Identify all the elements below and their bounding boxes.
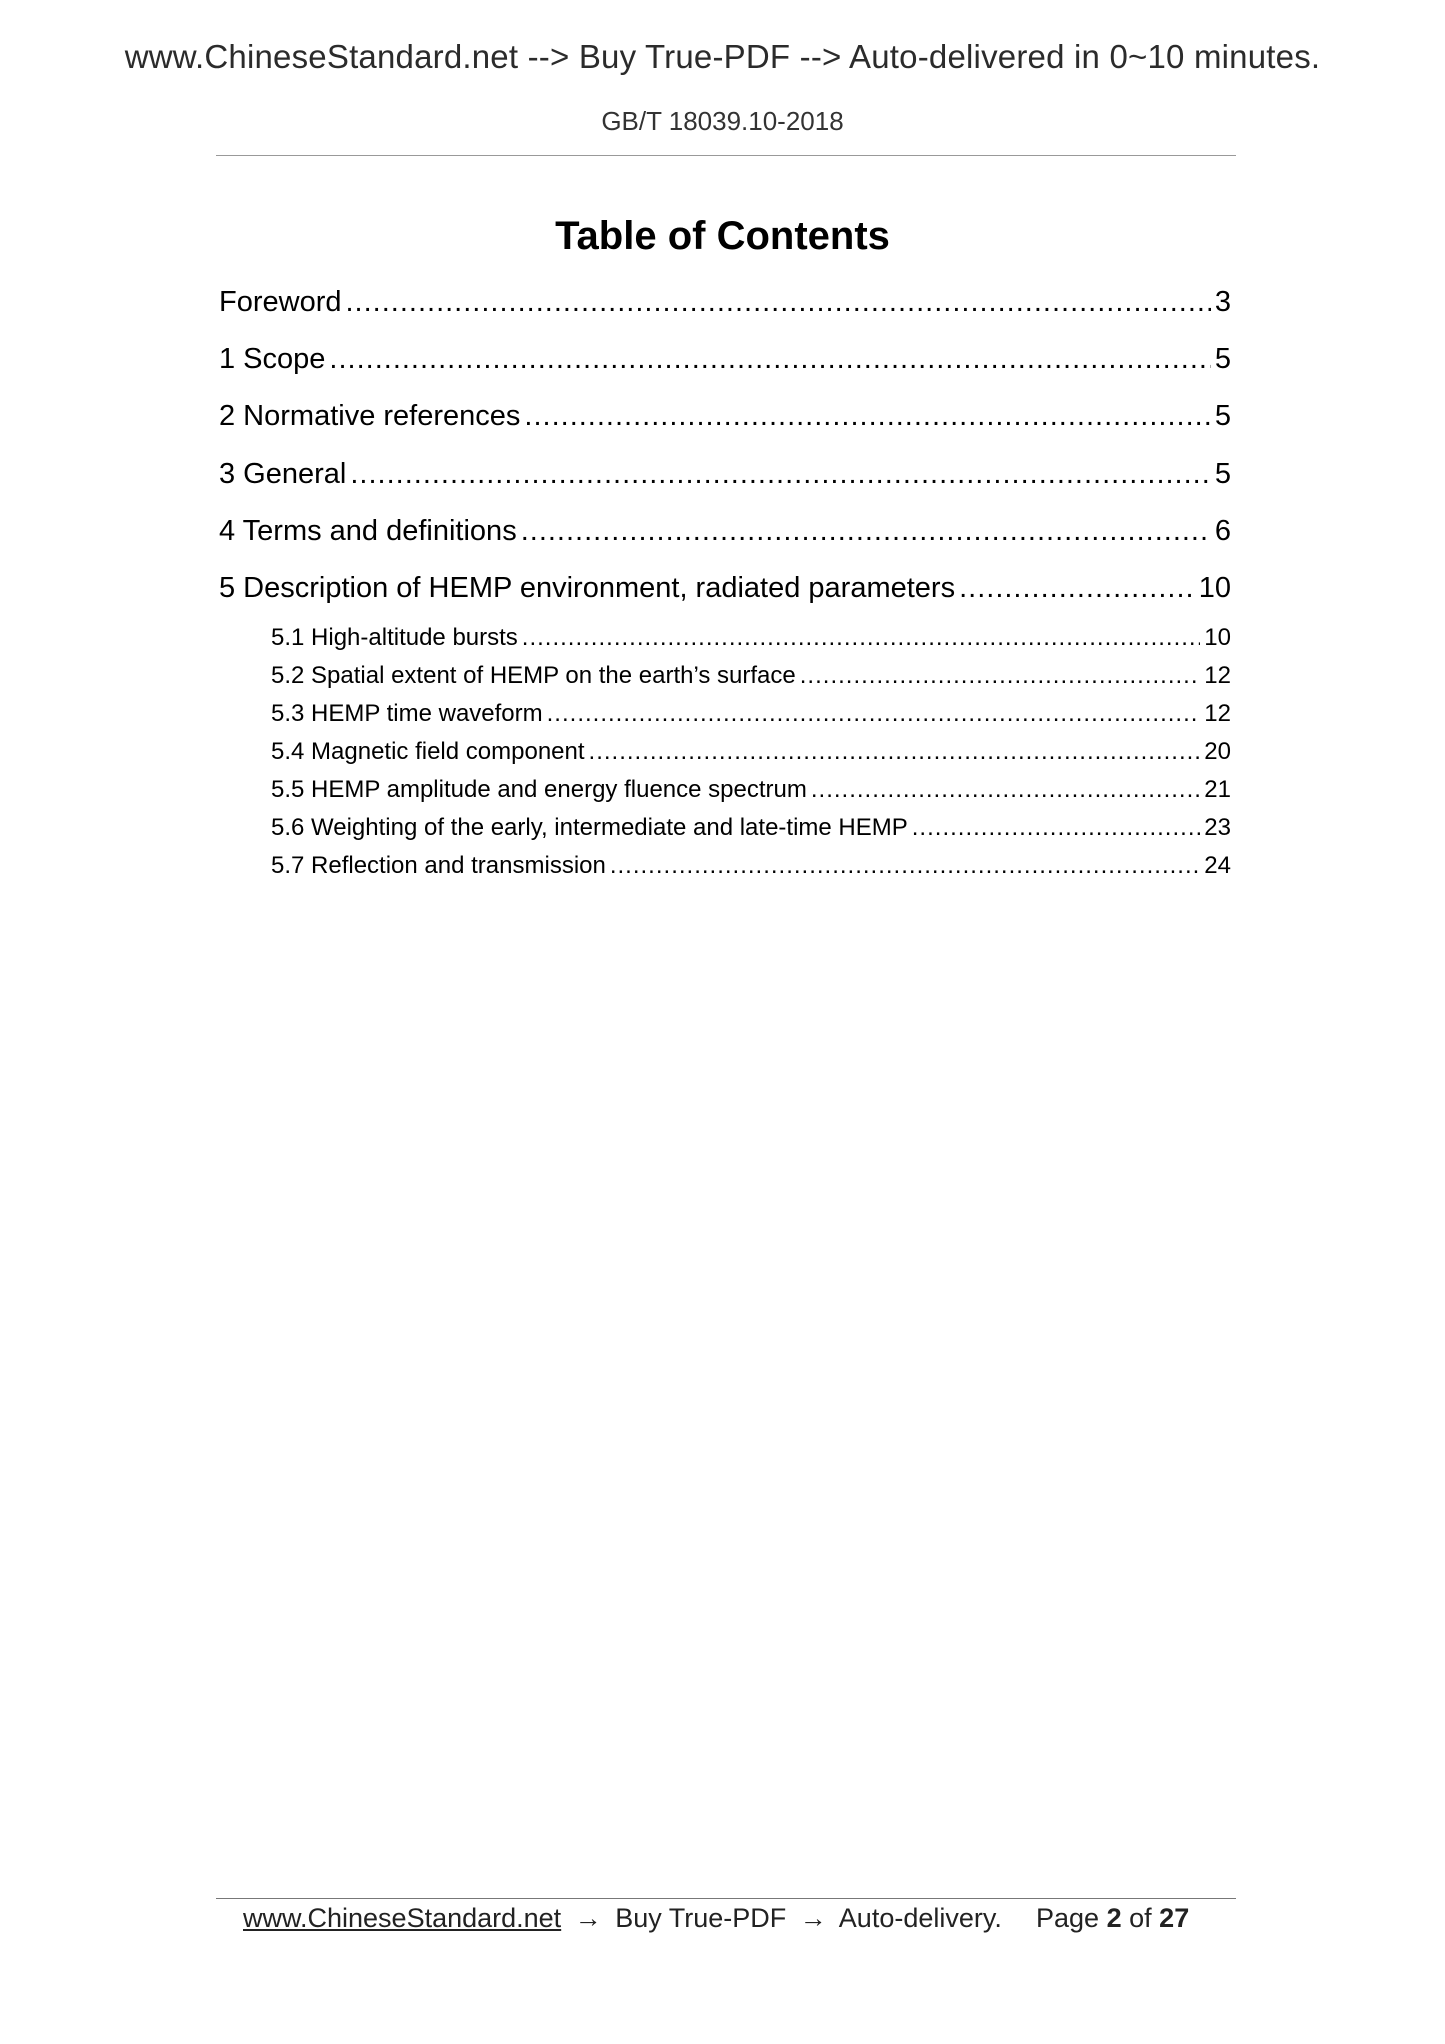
toc-entry-page: 12 [1204,662,1231,689]
toc-title: Table of Contents [555,214,890,258]
standard-number: GB/T 18039.10-2018 [601,106,844,136]
footer-divider [216,1898,1236,1899]
toc-entry-page: 23 [1204,814,1231,841]
toc-subentry-5-5[interactable] [271,776,1231,804]
toc-subentry-5-7[interactable] [271,852,1231,880]
toc-subentry-5-3[interactable] [271,700,1231,728]
toc-entry-page: 3 [1214,286,1231,318]
top-banner: www.ChineseStandard.net --> Buy True-PDF --> Auto-delivered in 0~10 minutes. [124,38,1321,75]
arrow-right-icon: → [574,1903,602,1933]
toc-entry-label: 4 Terms and definitions [219,515,517,547]
toc-entry-page: 24 [1204,852,1231,879]
footer-website-link[interactable]: www.ChineseStandard.net [243,1903,562,1933]
toc-leader-dots [329,343,1210,376]
toc-subentry-5-1[interactable] [271,624,1231,652]
toc-leader-dots [346,286,1211,319]
toc-entry-normative-references[interactable] [219,400,1231,433]
of-label: of [1129,1903,1152,1933]
page-total: 27 [1159,1903,1190,1933]
toc-entry-page: 5 [1214,458,1231,490]
page-footer [243,1903,1213,1934]
toc-entry-page: 10 [1198,572,1231,604]
page-current: 2 [1106,1903,1122,1933]
footer-buy-text: Buy True-PDF [615,1903,787,1933]
toc-leader-dots [350,458,1211,491]
toc-subentry-5-2[interactable] [271,662,1231,690]
toc-entry-page: 6 [1214,515,1231,547]
toc-leader-dots [912,814,1201,842]
toc-entry-label: 5.1 High-altitude bursts [271,624,518,651]
toc-entry-page: 5 [1214,343,1231,375]
toc-entry-page: 20 [1204,738,1231,765]
toc-entry-page: 21 [1204,776,1231,803]
header-divider [216,155,1236,156]
page-number-info [1036,1903,1189,1934]
toc-entry-label: 5.6 Weighting of the early, intermediate and late-time HEMP [271,814,908,841]
toc-subentry-5-6[interactable] [271,814,1231,842]
toc-leader-dots [800,662,1201,690]
toc-entry-label: 5.7 Reflection and transmission [271,852,606,879]
toc-entry-label: 5.5 HEMP amplitude and energy fluence spectrum [271,776,807,803]
toc-entry-label: 5.4 Magnetic field component [271,738,585,765]
toc-leader-dots [521,515,1211,548]
toc-entry-label: 5.3 HEMP time waveform [271,700,543,727]
toc-entry-label: 1 Scope [219,343,326,375]
toc-leader-dots [589,738,1201,766]
toc-entry-terms-definitions[interactable] [219,515,1231,548]
toc-entry-label: 3 General [219,458,347,490]
toc-entry-page: 5 [1214,400,1231,432]
toc-leader-dots [610,852,1200,880]
toc-entry-page: 12 [1204,700,1231,727]
footer-delivery-text: Auto-delivery. [838,1903,1002,1933]
toc-leader-dots [811,776,1200,804]
toc-entry-scope[interactable] [219,343,1231,376]
toc-leader-dots [959,572,1195,605]
toc-leader-dots [547,700,1201,728]
toc-subentry-5-4[interactable] [271,738,1231,766]
toc-leader-dots [524,400,1210,433]
toc-entry-label: Foreword [219,286,342,318]
toc-entry-general[interactable] [219,458,1231,491]
arrow-right-icon: → [799,1903,827,1933]
toc-entry-foreword[interactable] [219,286,1231,319]
toc-entry-label: 5.2 Spatial extent of HEMP on the earth’s surface [271,662,796,689]
toc-entry-page: 10 [1204,624,1231,651]
toc-entry-label: 5 Description of HEMP environment, radiated parameters [219,572,956,604]
toc-entry-label: 2 Normative references [219,400,521,432]
page-label: Page [1036,1903,1100,1933]
toc-leader-dots [522,624,1201,652]
toc-entry-hemp-description[interactable] [219,572,1231,605]
